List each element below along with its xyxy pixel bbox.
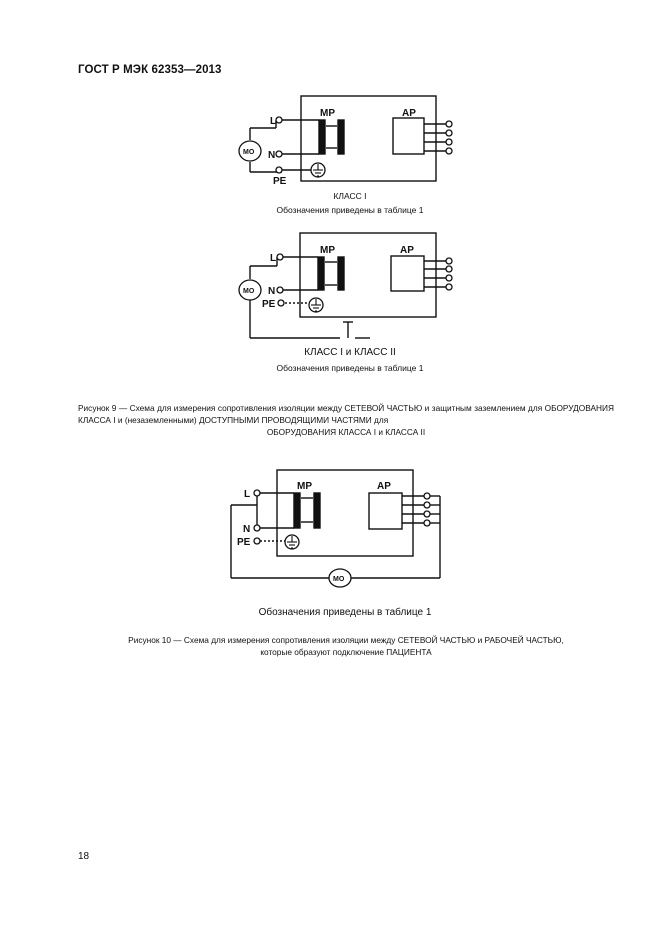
figure9-ref-top: Обозначения приведены в таблице 1	[276, 205, 424, 215]
figure9-class1-2-caption: КЛАСС I и КЛАСС II	[304, 347, 396, 358]
meter-label: МО	[333, 576, 345, 583]
mp-label: МР	[297, 481, 312, 492]
class-label: КЛАСС I	[333, 191, 367, 201]
page-number: 18	[78, 851, 90, 862]
figure10-ref: Обозначения приведены в таблице 1	[258, 607, 432, 618]
terminal-n-label: N	[268, 150, 276, 161]
ap-label: АР	[402, 108, 416, 119]
figure10-caption	[78, 634, 614, 658]
terminal-n-label: N	[243, 524, 251, 535]
figure10-caption-line2: которые образуют подключение ПАЦИЕНТА	[260, 647, 432, 657]
mp-label: МР	[320, 245, 335, 256]
mp-label: МР	[320, 108, 335, 119]
figure10-caption-line1: Рисунок 10 — Схема для измерения сопротивления изоляции между СЕТЕВОЙ ЧАСТЬЮ и РАБОЧЕЙ ЧАСТЬЮ,	[128, 635, 564, 645]
terminal-l-label: L	[270, 253, 277, 264]
terminal-pe-label: PE	[262, 299, 276, 310]
terminal-pe-label: PE	[273, 176, 287, 187]
terminal-l-label: L	[244, 489, 251, 500]
terminal-l-label: L	[270, 116, 277, 127]
terminal-n-label: N	[268, 286, 276, 297]
terminal-pe-label: PE	[237, 537, 251, 548]
figure9-caption-line1: Рисунок 9 — Схема для измерения сопротивления изоляции между СЕТЕВОЙ ЧАСТЬЮ и защитным заземлением для ОБОРУДОВАНИЯ КЛАССА I и (незаземленными) ДОСТУПНЫМИ ПРОВОДЯЩИМИ ЧАСТЯМИ для	[78, 403, 614, 425]
meter-label: МО	[243, 149, 255, 156]
figure9-caption-line2: ОБОРУДОВАНИЯ КЛАССА I и КЛАССА II	[266, 427, 426, 437]
ap-label: АР	[377, 481, 391, 492]
figure9-ref-bottom: Обозначения приведены в таблице 1	[276, 363, 424, 373]
document-header: ГОСТ Р МЭК 62353—2013	[78, 64, 222, 76]
meter-label: МО	[243, 288, 255, 295]
ap-label: АР	[400, 245, 414, 256]
